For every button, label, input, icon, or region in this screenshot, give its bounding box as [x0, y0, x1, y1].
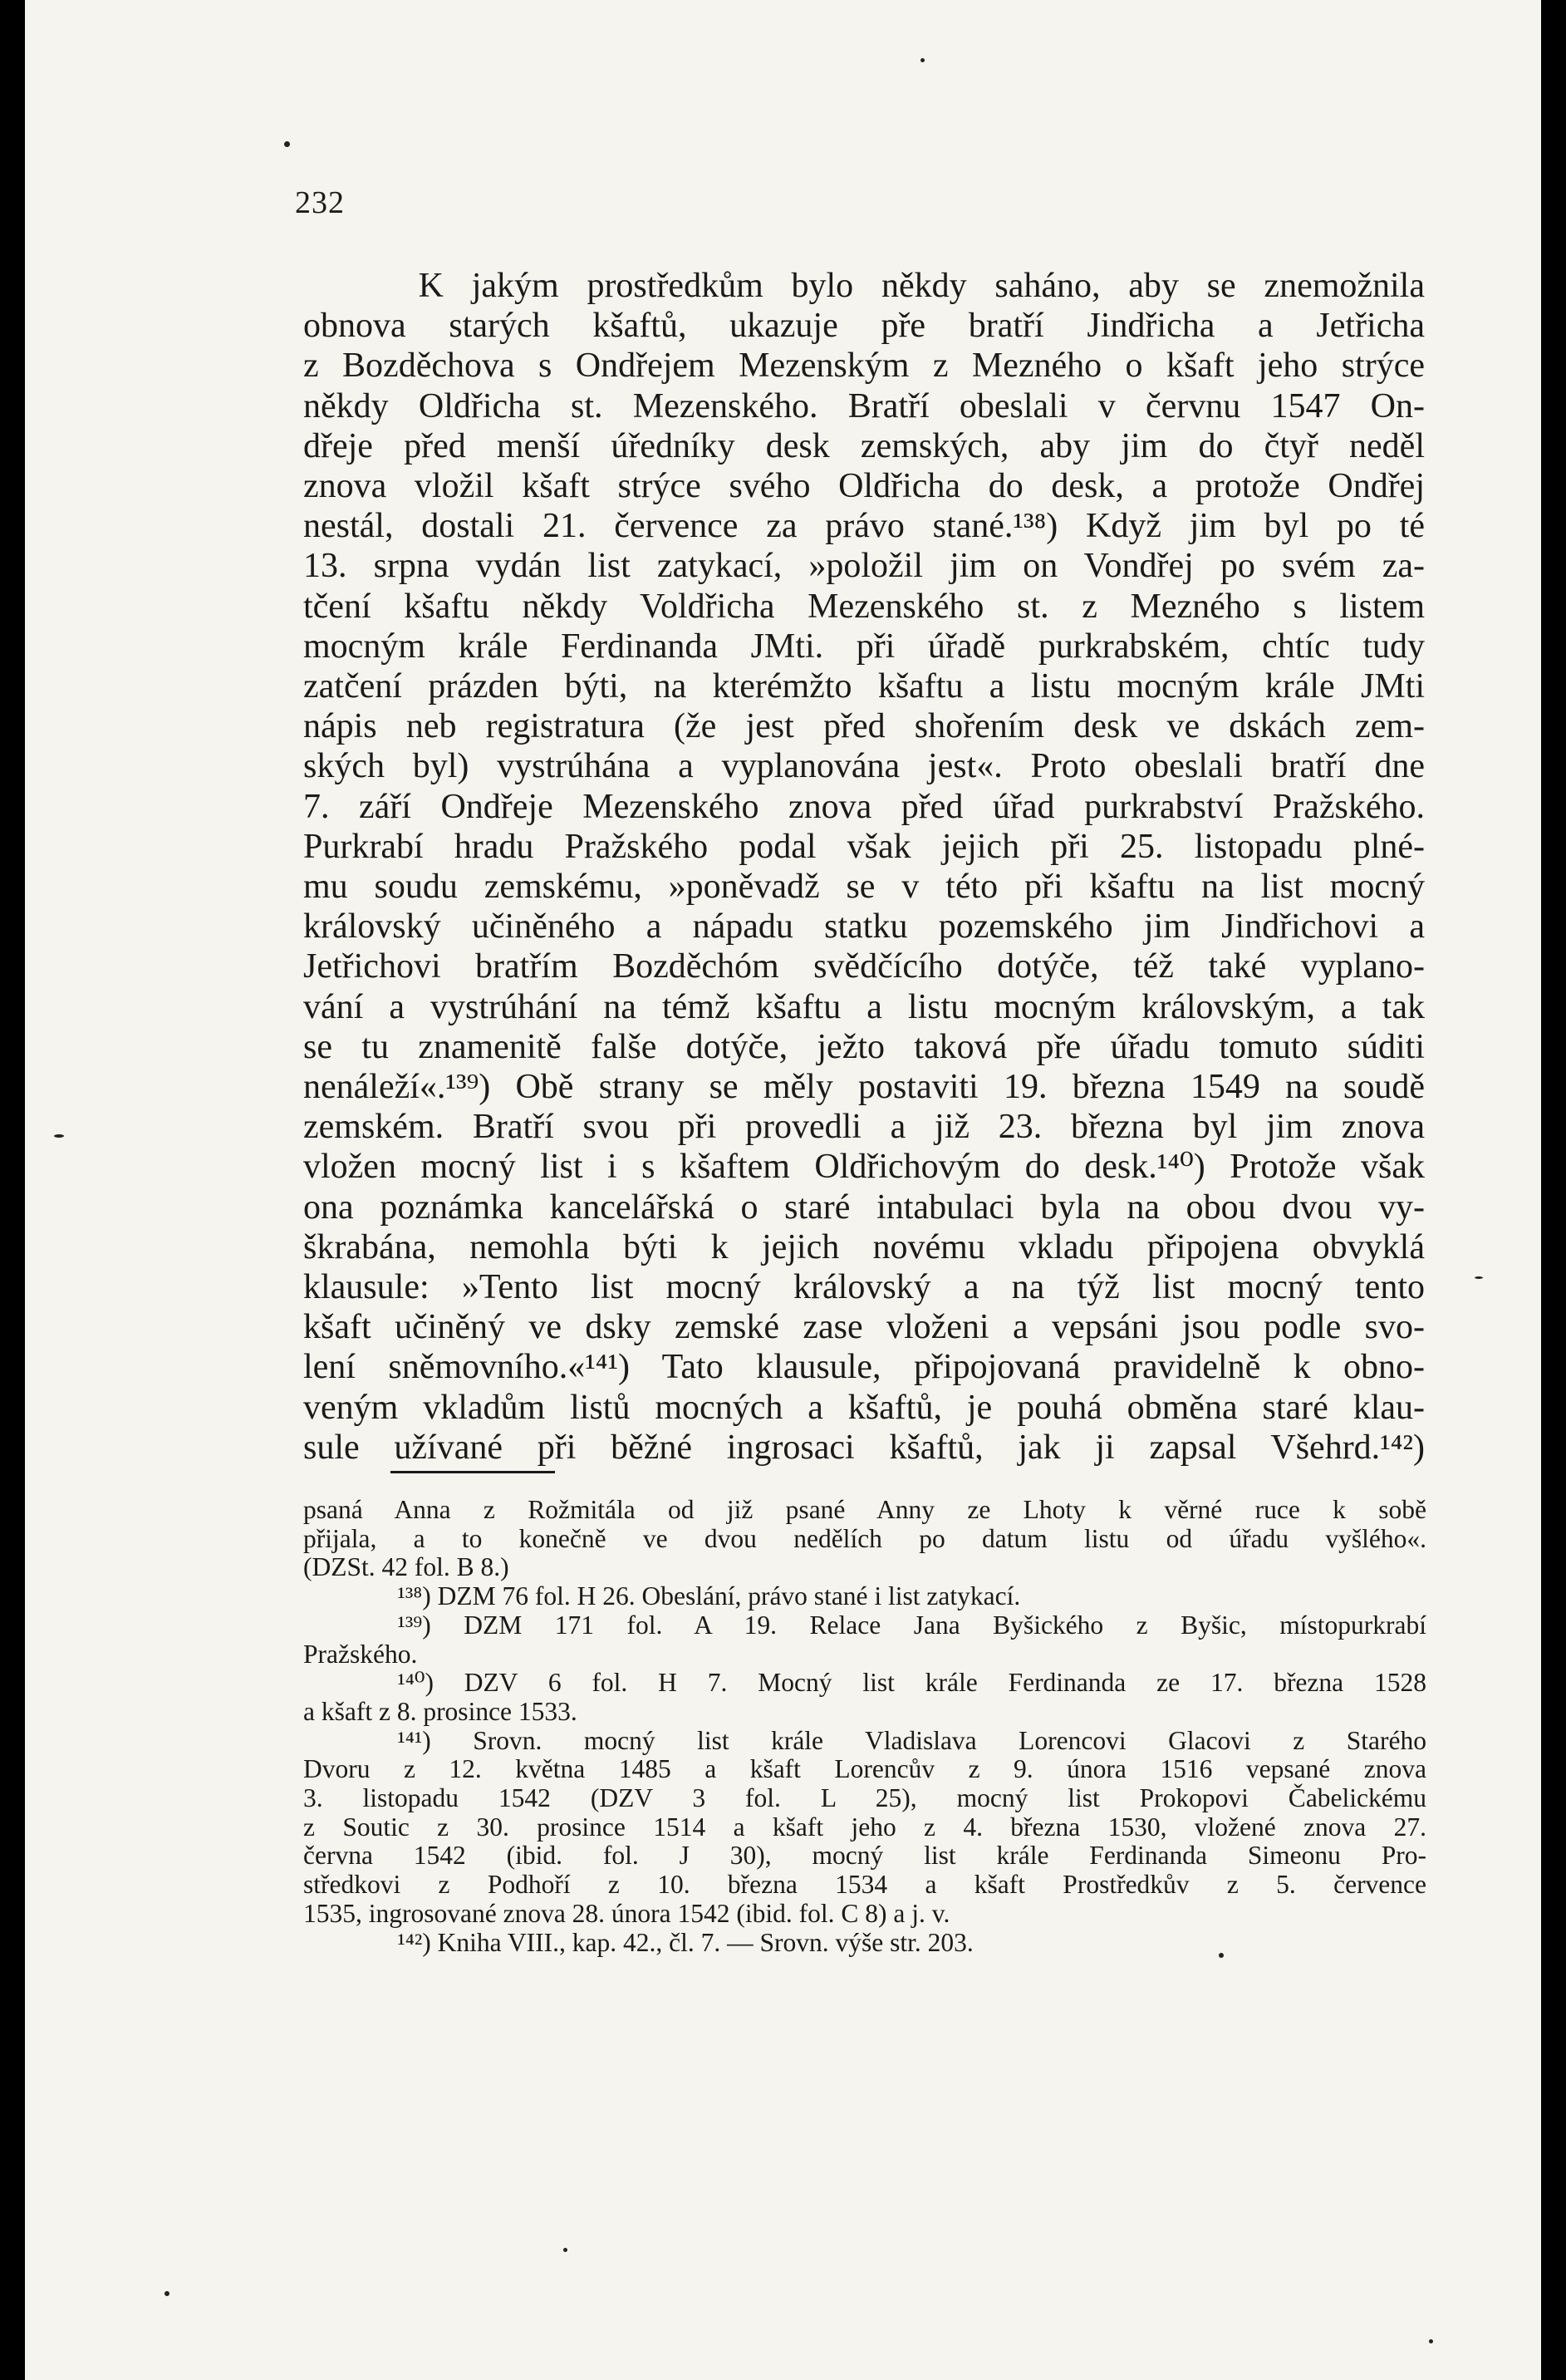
- footnote-line: psaná Anna z Rožmitála od již psané Anny ze Lhoty k věrné ruce k sobě: [303, 1495, 1426, 1524]
- body-line: 13. srpna vydán list zatykací, »položil jim on Vondřej po svém za-: [303, 547, 1425, 586]
- body-line: někdy Oldřicha st. Mezenského. Bratří obeslali v červnu 1547 On-: [303, 386, 1425, 425]
- body-line: dřeje před menší úředníky desk zemských, aby jim do čtyř neděl: [303, 426, 1425, 465]
- body-line: Jetřichovi bratřím Bozděchóm svědčícího dotýče, též také vyplano-: [303, 947, 1425, 986]
- body-line: z Bozděchova s Ondřejem Mezenským z Mezného o kšaft jeho strýce: [303, 347, 1425, 386]
- body-line: zemském. Bratří svou při provedli a již 23. března byl jim znova: [303, 1108, 1425, 1147]
- body-line: nestál, dostali 21. července za právo stané.¹³⁸) Když jim byl po té: [303, 507, 1425, 546]
- body-line: ona poznámka kancelářská o staré intabulaci byla na obou dvou vy-: [303, 1188, 1425, 1227]
- body-line: královský učiněného a nápadu statku pozemského jim Jindřichovi a: [303, 907, 1425, 947]
- body-line: sule užívané při běžné ingrosaci kšaftů, jak ji zapsal Všehrd.¹⁴²): [303, 1428, 1425, 1467]
- speck: [1475, 1276, 1483, 1279]
- footnote-line: středkovi z Podhoří z 10. března 1534 a kšaft Prostředkův z 5. července: [303, 1870, 1426, 1900]
- body-line: zatčení prázden býti, na kterémžto kšaftu a listu mocným krále JMti: [303, 667, 1425, 706]
- footnote-140: ¹⁴⁰) DZV 6 fol. H 7. Mocný list krále Ferdinanda ze 17. března 1528: [397, 1668, 1426, 1698]
- footnote-line: Pražského.: [303, 1639, 418, 1669]
- body-line: znova vložil kšaft strýce svého Oldřicha do desk, a protože Ondřej: [303, 467, 1425, 506]
- body-line: tčení kšaftu někdy Voldřicha Mezenského st. z Mezného s listem: [303, 587, 1425, 626]
- body-line: vání a vystrúhání na témž kšaftu a listu mocným královským, a tak: [303, 987, 1425, 1026]
- body-line: nenáleží«.¹³⁹) Obě strany se měly postaviti 19. března 1549 na soudě: [303, 1068, 1425, 1107]
- body-line: veným vkladům listů mocných a kšaftů, je pouhá obměna staré klau-: [303, 1388, 1425, 1427]
- body-line: kšaft učiněný ve dsky zemské zase vloženi a vepsáni jsou podle svo-: [303, 1308, 1425, 1347]
- speck: [563, 2248, 567, 2252]
- body-line: škrabána, nemohla býti k jejich novému vkladu připojena obvyklá: [303, 1227, 1425, 1266]
- footnote-line: (DZSt. 42 fol. B 8.): [303, 1552, 509, 1582]
- body-line: vložen mocný list i s kšaftem Oldřichovým do desk.¹⁴⁰) Protože však: [303, 1148, 1425, 1187]
- footnote-141: ¹⁴¹) Srovn. mocný list krále Vladislava Lorencovi Glacovi z Starého: [397, 1725, 1426, 1755]
- footnote-139: ¹³⁹) DZM 171 fol. A 19. Relace Jana Byšického z Byšic, místopurkrabí: [397, 1610, 1426, 1640]
- body-line: K jakým prostředkům bylo někdy saháno, aby se znemožnila: [418, 267, 1425, 305]
- body-line: obnova starých kšaftů, ukazuje pře bratří Jindřicha a Jetřicha: [303, 307, 1425, 346]
- footnote-line: přijala, a to konečně ve dvou nedělích po datum listu od úřadu vyšlého«.: [303, 1523, 1426, 1553]
- speck: [920, 58, 925, 62]
- body-line: lení sněmovního.«¹⁴¹) Tato klausule, připojovaná pravidelně k obno-: [303, 1348, 1425, 1387]
- speck: [1429, 2339, 1433, 2343]
- body-line: 7. září Ondřeje Mezenského znova před úřad purkrabství Pražského.: [303, 787, 1425, 826]
- footnote-line: a kšaft z 8. prosince 1533.: [303, 1696, 577, 1726]
- body-text: [303, 266, 1425, 1468]
- speck: [284, 141, 290, 147]
- footnote-line: 3. listopadu 1542 (DZV 3 fol. L 25), mocný list Prokopovi Čabelickému: [303, 1783, 1426, 1813]
- footnote-line: 1535, ingrosované znova 28. února 1542 (ibid. fol. C 8) a j. v.: [303, 1898, 950, 1928]
- footnote-138: ¹³⁸) DZM 76 fol. H 26. Obeslání, právo stané i list zatykací.: [397, 1581, 1021, 1611]
- body-line: mu soudu zemskému, »poněvadž se v této při kšaftu na list mocný: [303, 868, 1425, 907]
- footnote-line: června 1542 (ibid. fol. J 30), mocný list krále Ferdinanda Simeonu Pro-: [303, 1841, 1426, 1871]
- body-line: se tu znamenitě falše dotýče, ježto taková pře úřadu tomuto súditi: [303, 1027, 1425, 1066]
- page-number: 232: [295, 185, 345, 220]
- body-line: nápis neb registratura (že jest před shořením desk ve dskách zem-: [303, 707, 1425, 746]
- footnote-line: z Soutic z 30. prosince 1514 a kšaft jeho z 4. března 1530, vložené znova 27.: [303, 1812, 1426, 1842]
- footnotes: [303, 1496, 1426, 1957]
- footnote-separator: [390, 1471, 555, 1473]
- speck: [164, 2291, 169, 2296]
- body-line: klausule: »Tento list mocný královský a na týž list mocný tento: [303, 1268, 1425, 1307]
- body-line: Purkrabí hradu Pražského podal však jejich při 25. listopadu plné-: [303, 827, 1425, 866]
- footnote-line: Dvoru z 12. května 1485 a kšaft Lorencův z 9. února 1516 vepsané znova: [303, 1754, 1426, 1784]
- footnote-142: ¹⁴²) Kniha VIII., kap. 42., čl. 7. — Srovn. výše str. 203.: [397, 1927, 974, 1957]
- body-line: ských byl) vystrúhána a vyplanována jest«. Proto obeslali bratří dne: [303, 747, 1425, 786]
- speck: [54, 1134, 64, 1138]
- body-line: mocným krále Ferdinanda JMti. při úřadě purkrabském, chtíc tudy: [303, 627, 1425, 666]
